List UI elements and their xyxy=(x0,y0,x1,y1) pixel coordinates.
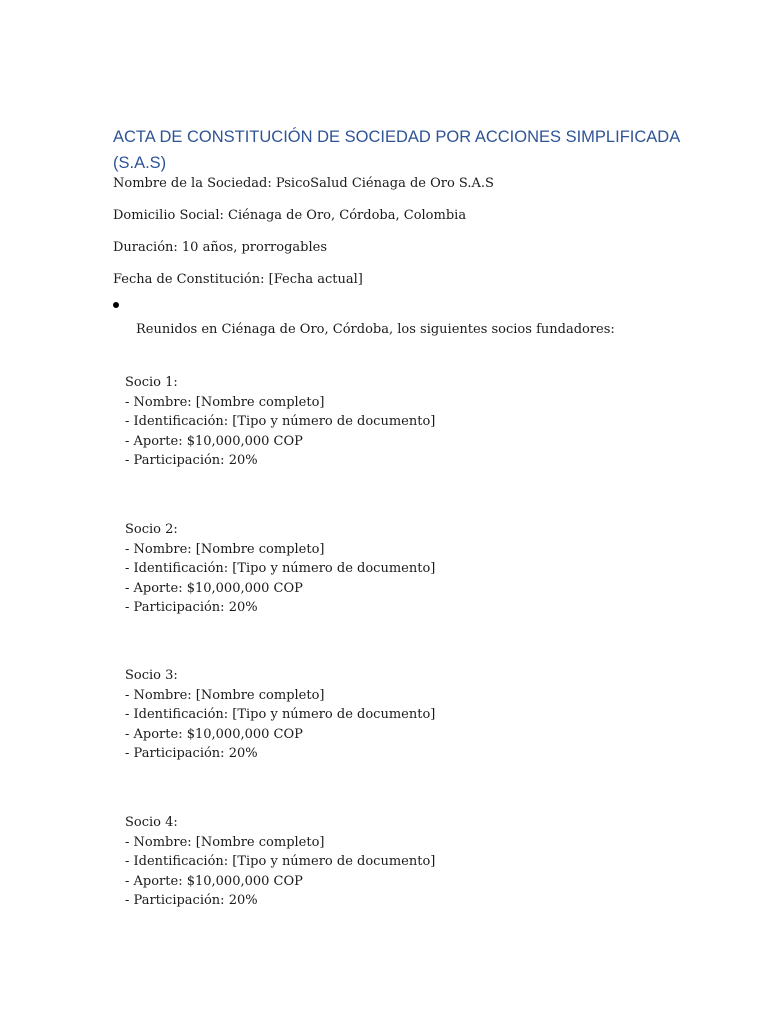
socio-name: - Nombre: [Nombre completo] xyxy=(125,834,325,850)
socio-heading: Socio 4: xyxy=(125,815,178,830)
socio-id: - Identificación: [Tipo y número de documento] xyxy=(125,561,436,576)
socio-block-3 xyxy=(125,666,435,764)
socio-name: - Nombre: [Nombre completo] xyxy=(125,394,325,410)
socio-share: - Participación: 20% xyxy=(125,453,258,468)
socio-contribution: - Aporte: $10,000,000 COP xyxy=(125,580,303,596)
socio-contribution: - Aporte: $10,000,000 COP xyxy=(125,433,303,449)
socio-share: - Participación: 20% xyxy=(125,746,258,761)
socio-heading: Socio 3: xyxy=(125,668,178,683)
socio-heading: Socio 2: xyxy=(125,522,178,537)
socio-block-1 xyxy=(125,373,435,471)
field-constitution-date: Fecha de Constitución: [Fecha actual] xyxy=(113,272,363,287)
socio-name: - Nombre: [Nombre completo] xyxy=(125,687,325,703)
field-registered-office: Domicilio Social: Ciénaga de Oro, Córdoba, Colombia xyxy=(113,208,467,223)
socio-contribution: - Aporte: $10,000,000 COP xyxy=(125,873,303,889)
socio-share: - Participación: 20% xyxy=(125,600,258,615)
socio-share: - Participación: 20% xyxy=(125,893,258,908)
field-duration: Duración: 10 años, prorrogables xyxy=(113,240,328,255)
socio-contribution: - Aporte: $10,000,000 COP xyxy=(125,726,303,742)
bullet-icon xyxy=(113,302,119,308)
field-company-name: Nombre de la Sociedad: PsicoSalud Ciénaga de Oro S.A.S xyxy=(113,176,494,191)
socio-block-4 xyxy=(125,813,435,911)
socio-id: - Identificación: [Tipo y número de documento] xyxy=(125,414,436,429)
intro-paragraph: Reunidos en Ciénaga de Oro, Córdoba, los siguientes socios fundadores: xyxy=(136,322,615,337)
socio-heading: Socio 1: xyxy=(125,375,178,390)
socio-id: - Identificación: [Tipo y número de documento] xyxy=(125,854,436,869)
socio-name: - Nombre: [Nombre completo] xyxy=(125,541,325,557)
socio-id: - Identificación: [Tipo y número de documento] xyxy=(125,707,436,722)
document-title: ACTA DE CONSTITUCIÓN DE SOCIEDAD POR ACCIONES SIMPLIFICADA (S.A.S) xyxy=(113,128,680,172)
socio-block-2 xyxy=(125,520,435,618)
